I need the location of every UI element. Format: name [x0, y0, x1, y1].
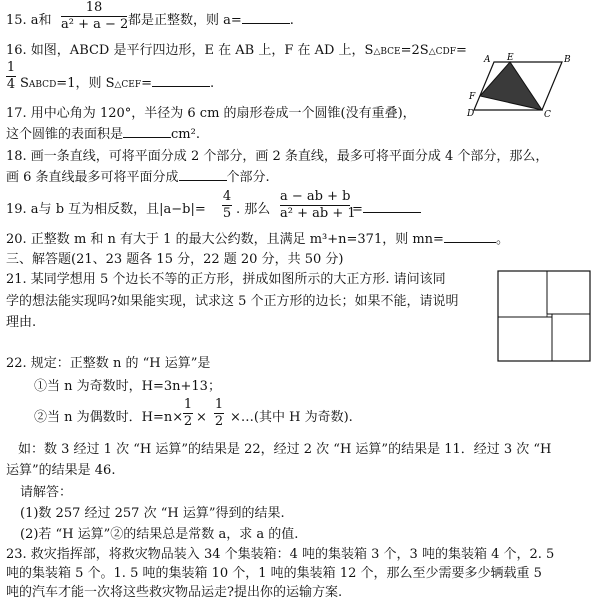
q17-line2-text: 这个圆锥的表面积是 — [6, 127, 124, 142]
q18-line2-text: 画 6 条直线最多可将平面分成 — [6, 170, 179, 185]
q17-line1: 17. 用中心角为 120°，半径为 6 cm 的扇形卷成一个圆锥(没有重叠)， — [6, 106, 416, 121]
figure-label-b: B — [564, 55, 571, 65]
q16-fraction — [6, 61, 16, 92]
q15-fraction — [61, 1, 127, 32]
q21-line3: 理由. — [6, 315, 37, 330]
q16-line1-end: = — [456, 43, 467, 58]
q23-line1: 23. 救灾指挥部，将救灾物品装入 34 个集装箱：4 吨的集装箱 3 个，3 吨的集装箱 4 个，2. 5 — [6, 547, 555, 562]
q22-line3a: ②当 n 为偶数时．H=n× — [34, 410, 184, 425]
q18-line1: 18. 画一条直线，可将平面分成 2 个部分，画 2 条直线，最多可将平面分成 4 个部分，那么， — [6, 149, 549, 164]
q22-line4: 如：数 3 经过 1 次 “H 运算”的结果是 22，经过 2 次 “H 运算”的结果是 11．经过 3 次 “H — [18, 442, 552, 457]
q19-fraction-1 — [222, 190, 232, 221]
q15-frac-den: a² + a − 2 — [61, 17, 129, 32]
q16-line1-mid: =2S — [400, 43, 429, 58]
figure-label-d: D — [467, 109, 475, 119]
q16-line1 — [6, 43, 467, 60]
q18-answer-blank — [179, 180, 227, 181]
q16-frac-den: 4 — [6, 77, 16, 92]
q16-line2 — [20, 76, 214, 93]
q15-suffix — [128, 13, 294, 29]
q23-line3: 吨的汽车才能一次将这些救灾物品运走?提出你的运输方案. — [6, 585, 343, 600]
q18-line2 — [6, 170, 270, 186]
q16-line1-sub2: △CDF — [428, 47, 456, 57]
parallelogram-figure — [466, 52, 578, 120]
figure-label-f: F — [469, 92, 476, 102]
q22-frac2-den: 2 — [214, 414, 224, 429]
section-header: 三、解答题(21、23 题各 15 分，22 题 20 分，共 50 分) — [6, 252, 344, 267]
q17-line2 — [6, 127, 200, 143]
squares-figure — [497, 270, 591, 362]
q16-line1-text: 16. 如图，ABCD 是平行四边形，E 在 AB 上，F 在 AD 上，S — [6, 43, 374, 58]
q15-end: . — [289, 13, 294, 28]
q17-answer-blank — [123, 137, 171, 138]
q20-text: 20. 正整数 m 和 n 有大于 1 的最大公约数，且满足 m³+n=371，则 mn= — [6, 232, 444, 247]
figure-label-a: A — [484, 55, 491, 65]
q20-answer-blank — [444, 242, 496, 243]
q23-line2: 吨的集装箱 5 个。1. 5 吨的集装箱 10 个，1 吨的集装箱 12 个，那么至少需要多少辆载重 5 — [6, 566, 542, 581]
q19-frac2-num: a − ab + b — [280, 189, 351, 204]
q22-line3c: ×…(其中 H 为奇数). — [230, 410, 353, 425]
q15-answer-blank — [242, 23, 290, 24]
q21-line2: 学的想法能实现吗?如果能实现，试求这 5 个正方形的边长；如果不能，请说明 — [6, 294, 459, 309]
q19-frac1-den: 5 — [222, 206, 232, 221]
big-square-outline — [498, 271, 590, 361]
q16-line1-sub: △BCE — [373, 47, 401, 57]
q16-line2c: = — [141, 76, 153, 91]
q19-mid: . 那么 — [236, 202, 271, 217]
q19-end — [352, 202, 421, 218]
q19-end-text: = — [352, 202, 363, 217]
figure-label-e: E — [507, 53, 514, 63]
q19-prefix: 19. a与 b 互为相反数，且|a−b|= — [6, 202, 206, 217]
q22-frac1-den: 2 — [183, 414, 193, 429]
q22-line3b: × — [196, 410, 207, 425]
q15-frac-num: 18 — [85, 0, 103, 15]
q20-line — [6, 232, 509, 248]
q19-frac1-num: 4 — [222, 189, 232, 204]
q22-frac1-num: 1 — [183, 397, 193, 412]
q16-line2a: S — [20, 76, 29, 91]
q21-line1: 21. 某同学想用 5 个边长不等的正方形，拼成如图所示的大正方形. 请问该同 — [6, 272, 446, 287]
q16-frac-num: 1 — [6, 60, 16, 75]
q19-fraction-2 — [280, 189, 356, 221]
q22-line2: ①当 n 为奇数时，H=3n+13； — [34, 379, 221, 394]
q15-suffix-text: 都是正整数，则 a= — [128, 13, 242, 28]
q16-line2-end: . — [210, 76, 215, 91]
q17-unit: cm². — [171, 127, 200, 142]
figure-label-c: C — [544, 110, 551, 120]
q22-fraction-1 — [183, 398, 193, 429]
q22-frac2-num: 1 — [214, 397, 224, 412]
q18-line2-end: 个部分. — [226, 170, 270, 185]
q16-line2b: =1，则 S — [56, 76, 115, 91]
q16-answer-blank — [152, 86, 210, 87]
q19-frac2-den: a² + ab + 1 — [280, 206, 356, 221]
q16-line2-sub: ABCD — [28, 80, 57, 90]
q22-line7: (1)数 257 经过 257 次 “H 运算”得到的结果. — [20, 506, 285, 521]
q22-line8: (2)若 “H 运算”②的结果总是常数 a，求 a 的值. — [20, 527, 299, 542]
q15-prefix: 15. a和 — [6, 13, 52, 28]
q22-line6: 请解答： — [20, 485, 73, 500]
q16-line2-sub2: △CEF — [114, 80, 142, 90]
q19-answer-blank — [363, 212, 421, 213]
q22-line1: 22. 规定：正整数 n 的 “H 运算”是 — [6, 356, 211, 371]
q22-fraction-2 — [214, 398, 224, 429]
q22-line5: 运算”的结果是 46. — [6, 463, 116, 478]
q20-end: 。 — [495, 232, 509, 247]
